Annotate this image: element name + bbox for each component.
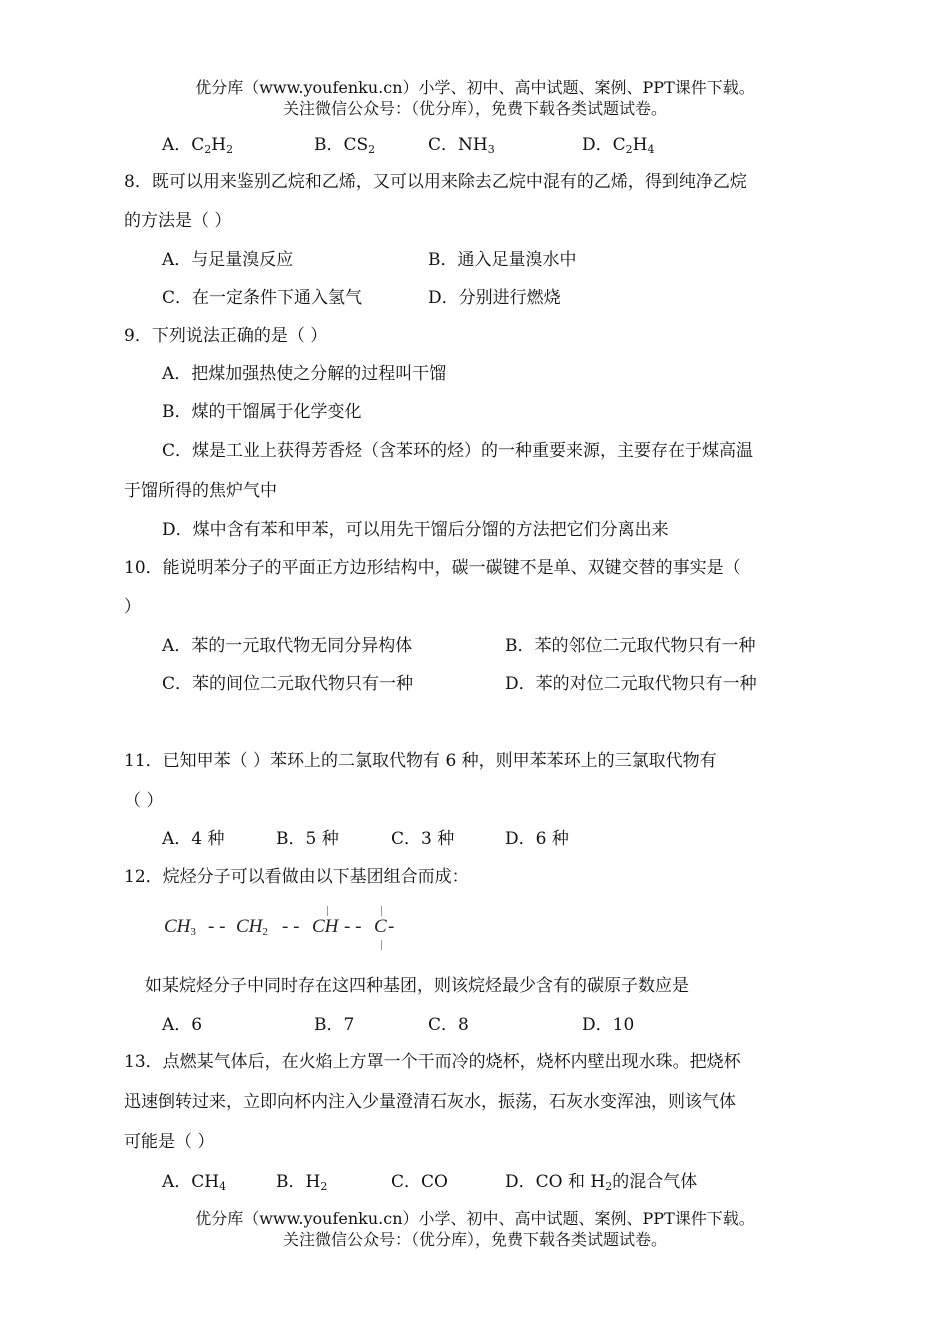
- q10-option-c: C．苯的间位二元取代物只有一种: [162, 674, 414, 694]
- separator-3: - -: [344, 916, 362, 937]
- c-upper-bond: [381, 906, 382, 916]
- c-lower-bond: [381, 940, 382, 950]
- q7-option-b: B．$CS_2$: [314, 135, 376, 156]
- q11-option-a: A．4 种: [162, 829, 225, 849]
- group-ch3: $CH_3$: [164, 916, 196, 938]
- header-line-1: 优分库（www.youfenku.cn）小学、初中、高中试题、案例、PPT课件下载。: [195, 78, 755, 97]
- group-ch: CH: [312, 916, 339, 937]
- q9-option-b: B．煤的干馏属于化学变化: [162, 402, 362, 422]
- q12-option-a: A．6: [162, 1015, 203, 1035]
- q7-option-c: C．$NH_3$: [428, 135, 495, 156]
- q10-option-b: B．苯的邻位二元取代物只有一种: [505, 636, 756, 656]
- q9-option-a: A．把煤加强热使之分解的过程叫干馏: [162, 364, 447, 384]
- q13-option-d: D．CO 和 $H_2$的混合气体: [505, 1172, 698, 1193]
- q9-option-d: D．煤中含有苯和甲苯，可以用先干馏后分馏的方法把它们分离出来: [162, 520, 669, 540]
- q9-option-c-line-2: 于馏所得的焦炉气中: [124, 481, 277, 501]
- alkyl-groups-formula: [160, 904, 420, 954]
- q13-stem-line-3: 可能是（ ）: [124, 1132, 215, 1152]
- q13-stem-line-1: 13．点燃某气体后，在火焰上方罩一个干而冷的烧杯，烧杯内壁出现水珠。把烧杯: [124, 1052, 741, 1072]
- q11-option-d: D．6 种: [505, 829, 569, 849]
- q12-stem: 12．烷烃分子可以看做由以下基团组合而成：: [124, 867, 469, 887]
- q7-option-a: A．$C_2H_2$: [162, 135, 234, 156]
- q10-stem-line-1: 10．能说明苯分子的平面正方边形结构中，碳一碳键不是单、双键交替的事实是（: [124, 558, 741, 578]
- group-c-tail: -: [388, 916, 395, 937]
- q8-stem-line-1: 8．既可以用来鉴别乙烷和乙烯，又可以用来除去乙烷中混有的乙烯，得到纯净乙烷: [124, 172, 747, 192]
- q9-stem: 9．下列说法正确的是（ ）: [124, 326, 328, 346]
- ch-upper-bond: [327, 906, 328, 916]
- q8-option-d: D．分别进行燃烧: [428, 288, 561, 308]
- separator-2: - -: [282, 916, 300, 937]
- q8-option-c: C．在一定条件下通入氢气: [162, 288, 363, 308]
- q7-option-d: D．$C_2H_4$: [582, 135, 655, 156]
- q11-option-b: B．5 种: [276, 829, 339, 849]
- q11-stem-line-1: 11．已知甲苯（ ）苯环上的二氯取代物有 6 种，则甲苯苯环上的三氯取代物有: [124, 751, 717, 771]
- q12-option-b: B．7: [314, 1015, 355, 1035]
- q8-option-a: A．与足量溴反应: [162, 250, 294, 270]
- footer-line-1: 优分库（www.youfenku.cn）小学、初中、高中试题、案例、PPT课件下载。: [195, 1209, 755, 1228]
- q13-option-b: B．$H_2$: [276, 1172, 328, 1193]
- q10-option-a: A．苯的一元取代物无同分异构体: [162, 636, 413, 656]
- q10-stem-line-2: ）: [124, 597, 141, 617]
- separator-1: - -: [208, 916, 226, 937]
- q13-stem-line-2: 迅速倒转过来，立即向杯内注入少量澄清石灰水，振荡，石灰水变浑浊，则该气体: [124, 1092, 736, 1112]
- q12-option-d: D．10: [582, 1015, 635, 1035]
- q9-option-c-line-1: C．煤是工业上获得芳香烃（含苯环的烃）的一种重要来源，主要存在于煤高温: [162, 441, 754, 461]
- q8-option-b: B．通入足量溴水中: [428, 250, 577, 270]
- q12-note: 如某烷烃分子中同时存在这四种基团，则该烷烃最少含有的碳原子数应是: [145, 976, 689, 996]
- group-c: C: [374, 916, 387, 937]
- q11-option-c: C．3 种: [391, 829, 455, 849]
- q12-option-c: C．8: [428, 1015, 469, 1035]
- header-line-2: 关注微信公众号：（优分库），免费下载各类试题试卷。: [282, 99, 667, 118]
- q10-option-d: D．苯的对位二元取代物只有一种: [505, 674, 757, 694]
- footer-line-2: 关注微信公众号：（优分库），免费下载各类试题试卷。: [282, 1230, 667, 1249]
- q13-option-a: A．$CH_4$: [162, 1172, 227, 1193]
- q11-stem-line-2: （ ）: [124, 791, 164, 811]
- q13-option-c: C．CO: [391, 1172, 448, 1192]
- q8-stem-line-2: 的方法是（ ）: [124, 211, 232, 231]
- group-ch2: $CH_2$: [236, 916, 268, 938]
